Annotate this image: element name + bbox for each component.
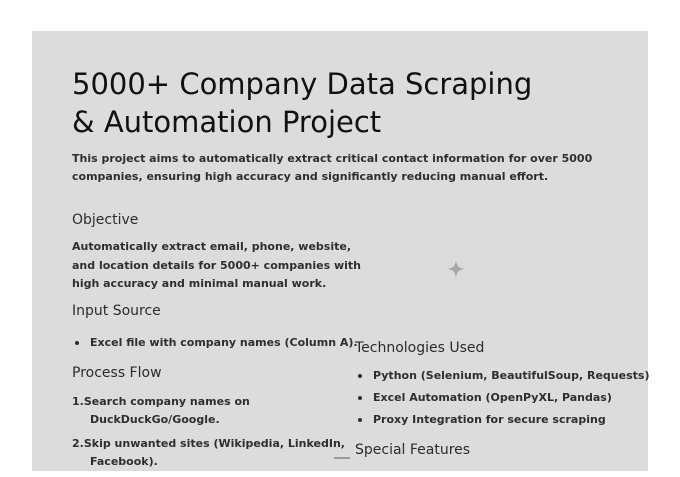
title-line-2: & Automation Project: [72, 105, 382, 139]
objective-text: [72, 238, 361, 294]
intro-paragraph: [72, 150, 593, 186]
objective-line-1: Automatically extract email, phone, website,: [72, 240, 351, 253]
step-line: 1.Search company names on: [72, 395, 250, 408]
list-item: Excel Automation (OpenPyXL, Pandas): [355, 387, 649, 409]
list-item: Excel file with company names (Column A).: [72, 332, 358, 354]
presentation-slide: [32, 31, 648, 471]
divider-mark: [334, 457, 350, 459]
slide-title: [72, 65, 532, 141]
step-line: 2.Skip unwanted sites (Wikipedia, LinkedIn,: [72, 437, 345, 450]
technologies-list: [355, 365, 649, 431]
step-line-continued: DuckDuckGo/Google.: [90, 413, 220, 426]
objective-heading: Objective: [72, 212, 139, 228]
objective-line-3: high accuracy and minimal manual work.: [72, 277, 327, 290]
list-item: [72, 393, 345, 429]
sparkle-icon: [447, 260, 465, 278]
list-item: Python (Selenium, BeautifulSoup, Requests): [355, 365, 649, 387]
intro-line-1: This project aims to automatically extract critical contact information for over 5000: [72, 152, 593, 165]
input-source-list: [72, 332, 358, 354]
technologies-heading: Technologies Used: [355, 340, 485, 356]
list-item: Proxy Integration for secure scraping: [355, 409, 649, 431]
special-features-heading: Special Features: [355, 442, 471, 458]
list-item: [72, 435, 345, 471]
input-source-heading: Input Source: [72, 303, 161, 319]
title-line-1: 5000+ Company Data Scraping: [72, 67, 533, 101]
intro-line-2: companies, ensuring high accuracy and significantly reducing manual effort.: [72, 170, 549, 183]
step-line-continued: Facebook).: [90, 455, 158, 468]
objective-line-2: and location details for 5000+ companies with: [72, 258, 361, 272]
process-flow-heading: Process Flow: [72, 365, 162, 381]
process-flow-list: [72, 393, 345, 477]
